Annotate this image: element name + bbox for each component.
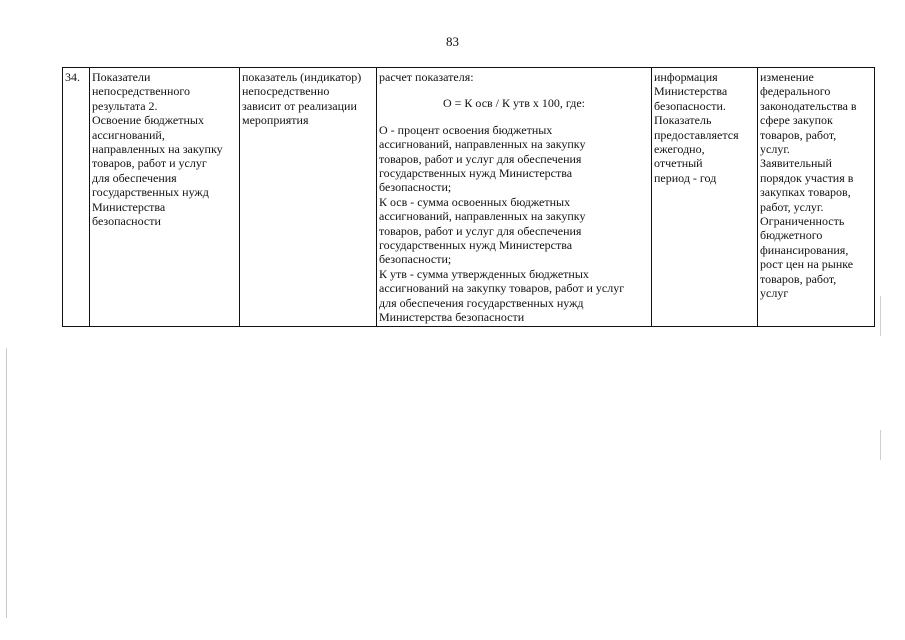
table-row — [63, 68, 875, 327]
formula: О = К осв / К утв х 100, где: — [442, 96, 586, 111]
data-source-cell: информация Министерства безопасности. Показатель предоставляется ежегодно, отчетный период - год — [652, 68, 758, 327]
indicator-type-cell: показатель (индикатор) непосредственно зависит от реализации мероприятия — [240, 68, 377, 327]
scan-margin-tick — [880, 430, 881, 460]
risk-factors-cell: изменение федерального законодательства в сфере закупок товаров, работ, услуг. Заявительный порядок участия в закупках товаров, работ, услуг. Ограниченность бюджетного финансирования, рост цен на рынке товаров, работ, услуг — [758, 68, 875, 327]
scan-margin-line — [6, 348, 7, 618]
calculation-method-cell: расчет показателя: О = К осв / К утв х 100, где: О - процент освоения бюджетных ассигнований, направленных на закупку товаров, работ и услуг для обеспечения государственных нужд Министерства безопасности; К осв - сумма освоенных бюджетных ассигнований, направленных на закупку товаров, работ и услуг для обеспечения государственных нужд Министерства безопасности; К утв - сумма утвержденных бюджетных ассигнований на закупку товаров, работ и услуг для обеспечения государственных нужд Министерства безопасности — [377, 68, 652, 327]
page-number: 83 — [446, 34, 459, 49]
indicator-table — [62, 67, 875, 327]
scan-margin-tick — [880, 296, 881, 336]
row-number: 34. — [63, 68, 90, 327]
method-intro: расчет показателя: — [379, 70, 474, 84]
indicator-name-cell: Показатели непосредственного результата 2. Освоение бюджетных ассигнований, направленных на закупку товаров, работ и услуг для обеспечения государственных нужд Министерства безопасности — [90, 68, 240, 327]
